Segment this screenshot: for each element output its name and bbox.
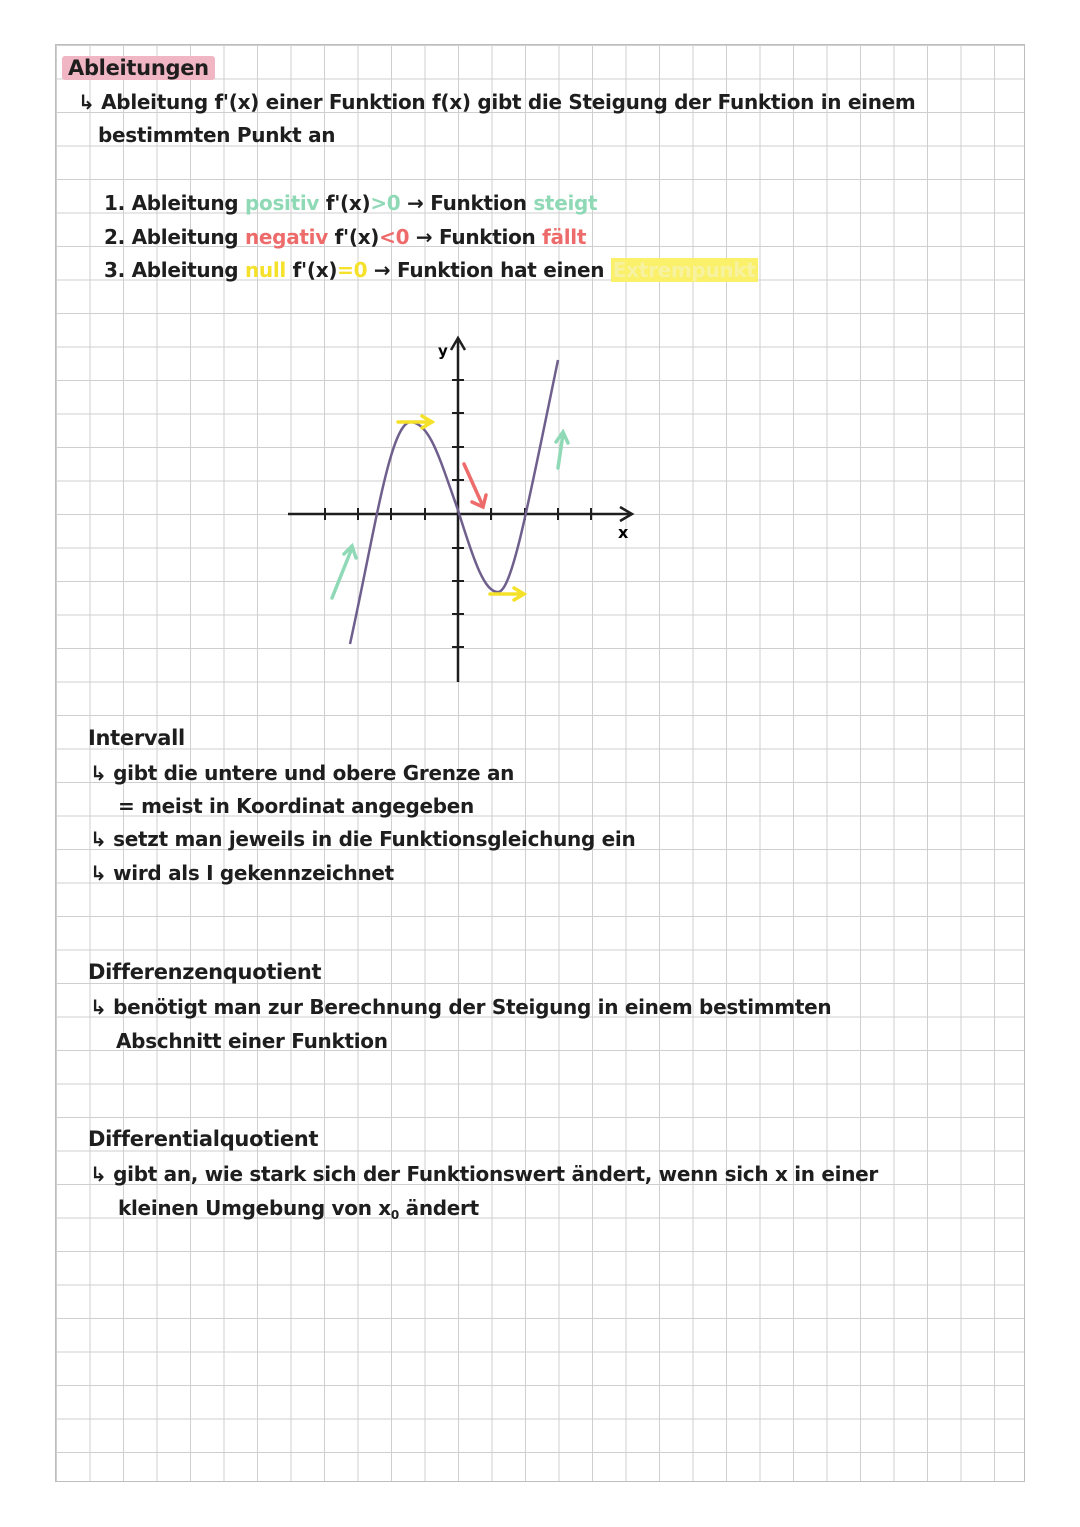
positive-slope-arrow-left [332, 546, 356, 598]
negative-slope-arrow [464, 464, 486, 507]
differenzenquotient-text-line-2: Abschnitt einer Funktion [116, 1029, 388, 1053]
intervall-text-line-4: ↳ wird als I gekennzeichnet [90, 861, 394, 885]
heading-differentialquotient: Differentialquotient [88, 1127, 319, 1151]
function-curve [350, 360, 558, 644]
rule-negative: 2. Ableitung negativ f'(x)<0 → Funktion fällt [104, 225, 587, 249]
differentialquotient-text-line-2: kleinen Umgebung von $x_0$ ändert [118, 1196, 479, 1222]
intervall-text-line-2: = meist in Koordinat angegeben [118, 794, 475, 818]
rule-zero: 3. Ableitung null f'(x)=0 → Funktion hat einen Extrempunkt [104, 258, 756, 282]
ableitungen-text-line-1: ↳ Ableitung f'(x) einer Funktion f(x) gibt die Steigung der Funktion in einem [78, 90, 916, 114]
heading-intervall: Intervall [88, 726, 185, 750]
heading-differenzenquotient: Differenzenquotient [88, 960, 322, 984]
positive-slope-arrow-right [556, 432, 568, 468]
rule-positive: 1. Ableitung positiv f'(x)>0 → Funktion steigt [104, 191, 598, 215]
zero-slope-arrow-min [490, 588, 524, 600]
intervall-text-line-3: ↳ setzt man jeweils in die Funktionsgleichung ein [90, 827, 636, 851]
intervall-text-line-1: ↳ gibt die untere und obere Grenze an [90, 761, 515, 785]
y-axis-label: y [438, 342, 448, 360]
x-axis-label: x [618, 523, 629, 542]
differentialquotient-text-line-1: ↳ gibt an, wie stark sich der Funktionswert ändert, wenn sich x in einer [90, 1162, 878, 1186]
heading-ableitungen: Ableitungen [62, 56, 215, 80]
ableitungen-text-line-2: bestimmten Punkt an [98, 123, 336, 147]
derivative-sketch [280, 330, 650, 690]
differenzenquotient-text-line-1: ↳ benötigt man zur Berechnung der Steigung in einem bestimmten [90, 995, 832, 1019]
